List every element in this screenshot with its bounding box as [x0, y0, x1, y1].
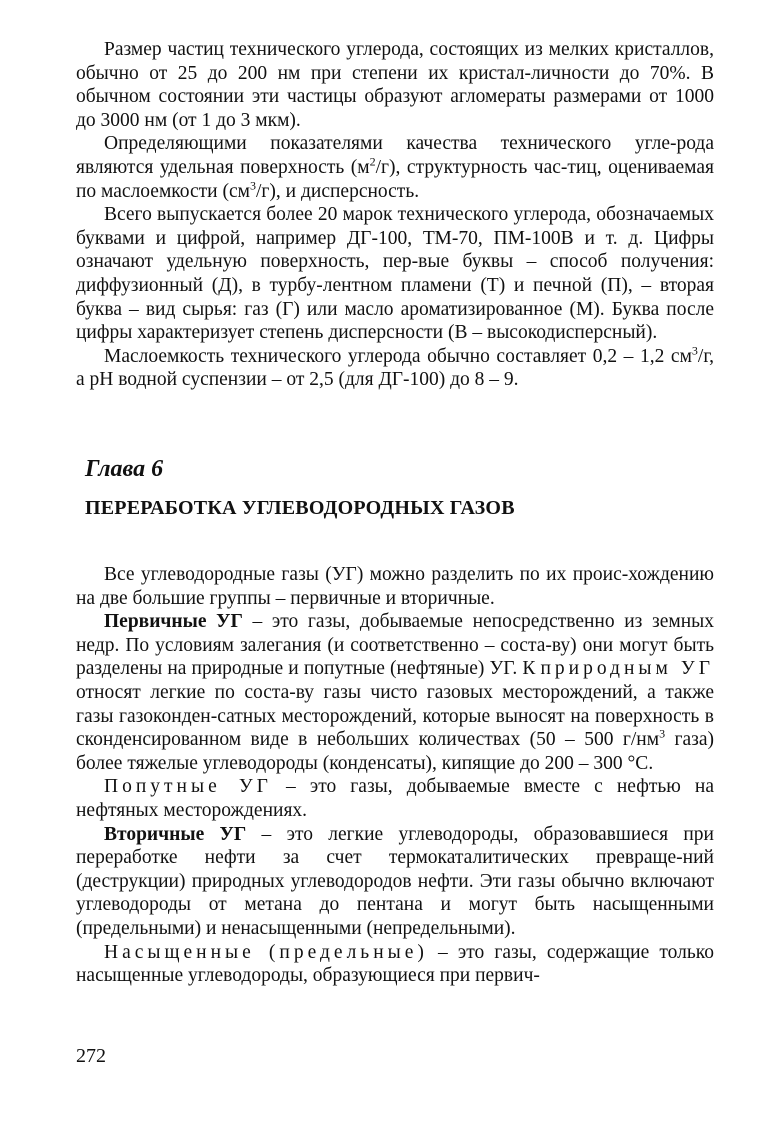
paragraph-text: /г), и дисперсность. — [256, 180, 420, 202]
chapter-title: ПЕРЕРАБОТКА УГЛЕВОДОРОДНЫХ ГАЗОВ — [85, 497, 515, 519]
paragraph-text: – это легкие углеводороды, образовавшиеся при переработке нефти за счет термокаталитических превраще-ний (деструкции) природных углеводородов нефти. Эти газы обычно включают углеводороды от метана до пентана и могут быть насыщенными (предельными) и ненасыщенными (непредельными). — [76, 823, 714, 939]
paragraph-text: Маслоемкость технического углерода обычно составляет 0,2 – 1,2 см — [104, 345, 692, 367]
superscript: 3 — [250, 178, 256, 193]
superscript: 2 — [369, 154, 376, 169]
paragraph-text: относят легкие по соста-ву газы чисто газовых месторождений, а также газы газоконден-сатных месторождений, которые выносят на поверхность в сконденсированном виде в небольших количествах (50 – 500 г/нм — [76, 681, 714, 751]
paragraph-text: /г, а рН водной суспензии – от 2,5 (для ДГ-100) до 8 – 9. — [76, 345, 714, 391]
paragraph-intro — [76, 563, 714, 610]
paragraph-oil-absorption — [76, 345, 714, 392]
paragraph-associated-gases — [76, 775, 714, 822]
chapter-label: Глава 6 — [85, 456, 164, 482]
term-primary: Первичные УГ — [104, 611, 243, 633]
top-text-block — [76, 38, 714, 392]
superscript: 3 — [659, 726, 666, 741]
paragraph-primary-gases — [76, 610, 714, 775]
paragraph-text: Всего выпускается более 20 марок технического углерода, обозначаемых буквами и цифрой, например ДГ-100, ТМ-70, ПМ-100В и т. д. Цифры означают удельную поверхность, пер-вые буквы – способ получения: диффузионный (Д), в турбу-лентном пламени (Т) и печной (П), – вторая буква – вид сырья: газ (Г) или масло ароматизированное (М). Буква после цифры характеризует степень дисперсности (В – высокодисперсный). — [76, 204, 714, 344]
paragraph-saturated-gases — [76, 941, 714, 988]
superscript: 3 — [691, 343, 698, 358]
chapter-body — [76, 563, 714, 988]
paragraph-text: – это газы, содержащие только насыщенные углеводороды, образующиеся при первич- — [76, 941, 714, 987]
paragraph-text: – это газы, добываемые непосредственно из земных недр. По условиям залегания (и соответственно – соста-ву) они могут быть разделены на природные и попутные (нефтяные) УГ. К — [76, 611, 714, 680]
paragraph-grades — [76, 203, 714, 345]
term-associated: Попутные УГ — [104, 776, 272, 798]
term-secondary: Вторичные УГ — [104, 823, 247, 845]
term-saturated: Насыщенные (предельные) — [104, 941, 428, 963]
page-number: 272 — [76, 1045, 106, 1067]
paragraph-text: Размер частиц технического углерода, состоящих из мелких кристаллов, обычно от 25 до 200 нм при степени их кристал-личности до 70%. В обычном состоянии эти частицы образуют агломераты размерами от 1000 до 3000 нм (от 1 до 3 мкм). — [76, 39, 714, 131]
paragraph-particle-size — [76, 38, 714, 132]
term-natural: природным УГ — [540, 658, 715, 680]
paragraph-text: – это газы, добываемые вместе с нефтью на нефтяных месторождениях. — [76, 776, 714, 821]
paragraph-secondary-gases — [76, 823, 714, 941]
paragraph-quality-indicators — [76, 132, 714, 203]
paragraph-text: Все углеводородные газы (УГ) можно разделить по их проис-хождению на две большие группы – первичные и вторичные. — [76, 564, 714, 609]
paragraph-text: /г), структурность час-тиц, оцениваемая по маслоемкости (см — [76, 156, 714, 202]
paragraph-text: Определяющими показателями качества технического угле-рода являются удельная поверхность (м — [76, 133, 714, 178]
paragraph-text: газа) более тяжелые углеводороды (конденсаты), кипящие до 200 – 300 °С. — [76, 729, 714, 774]
